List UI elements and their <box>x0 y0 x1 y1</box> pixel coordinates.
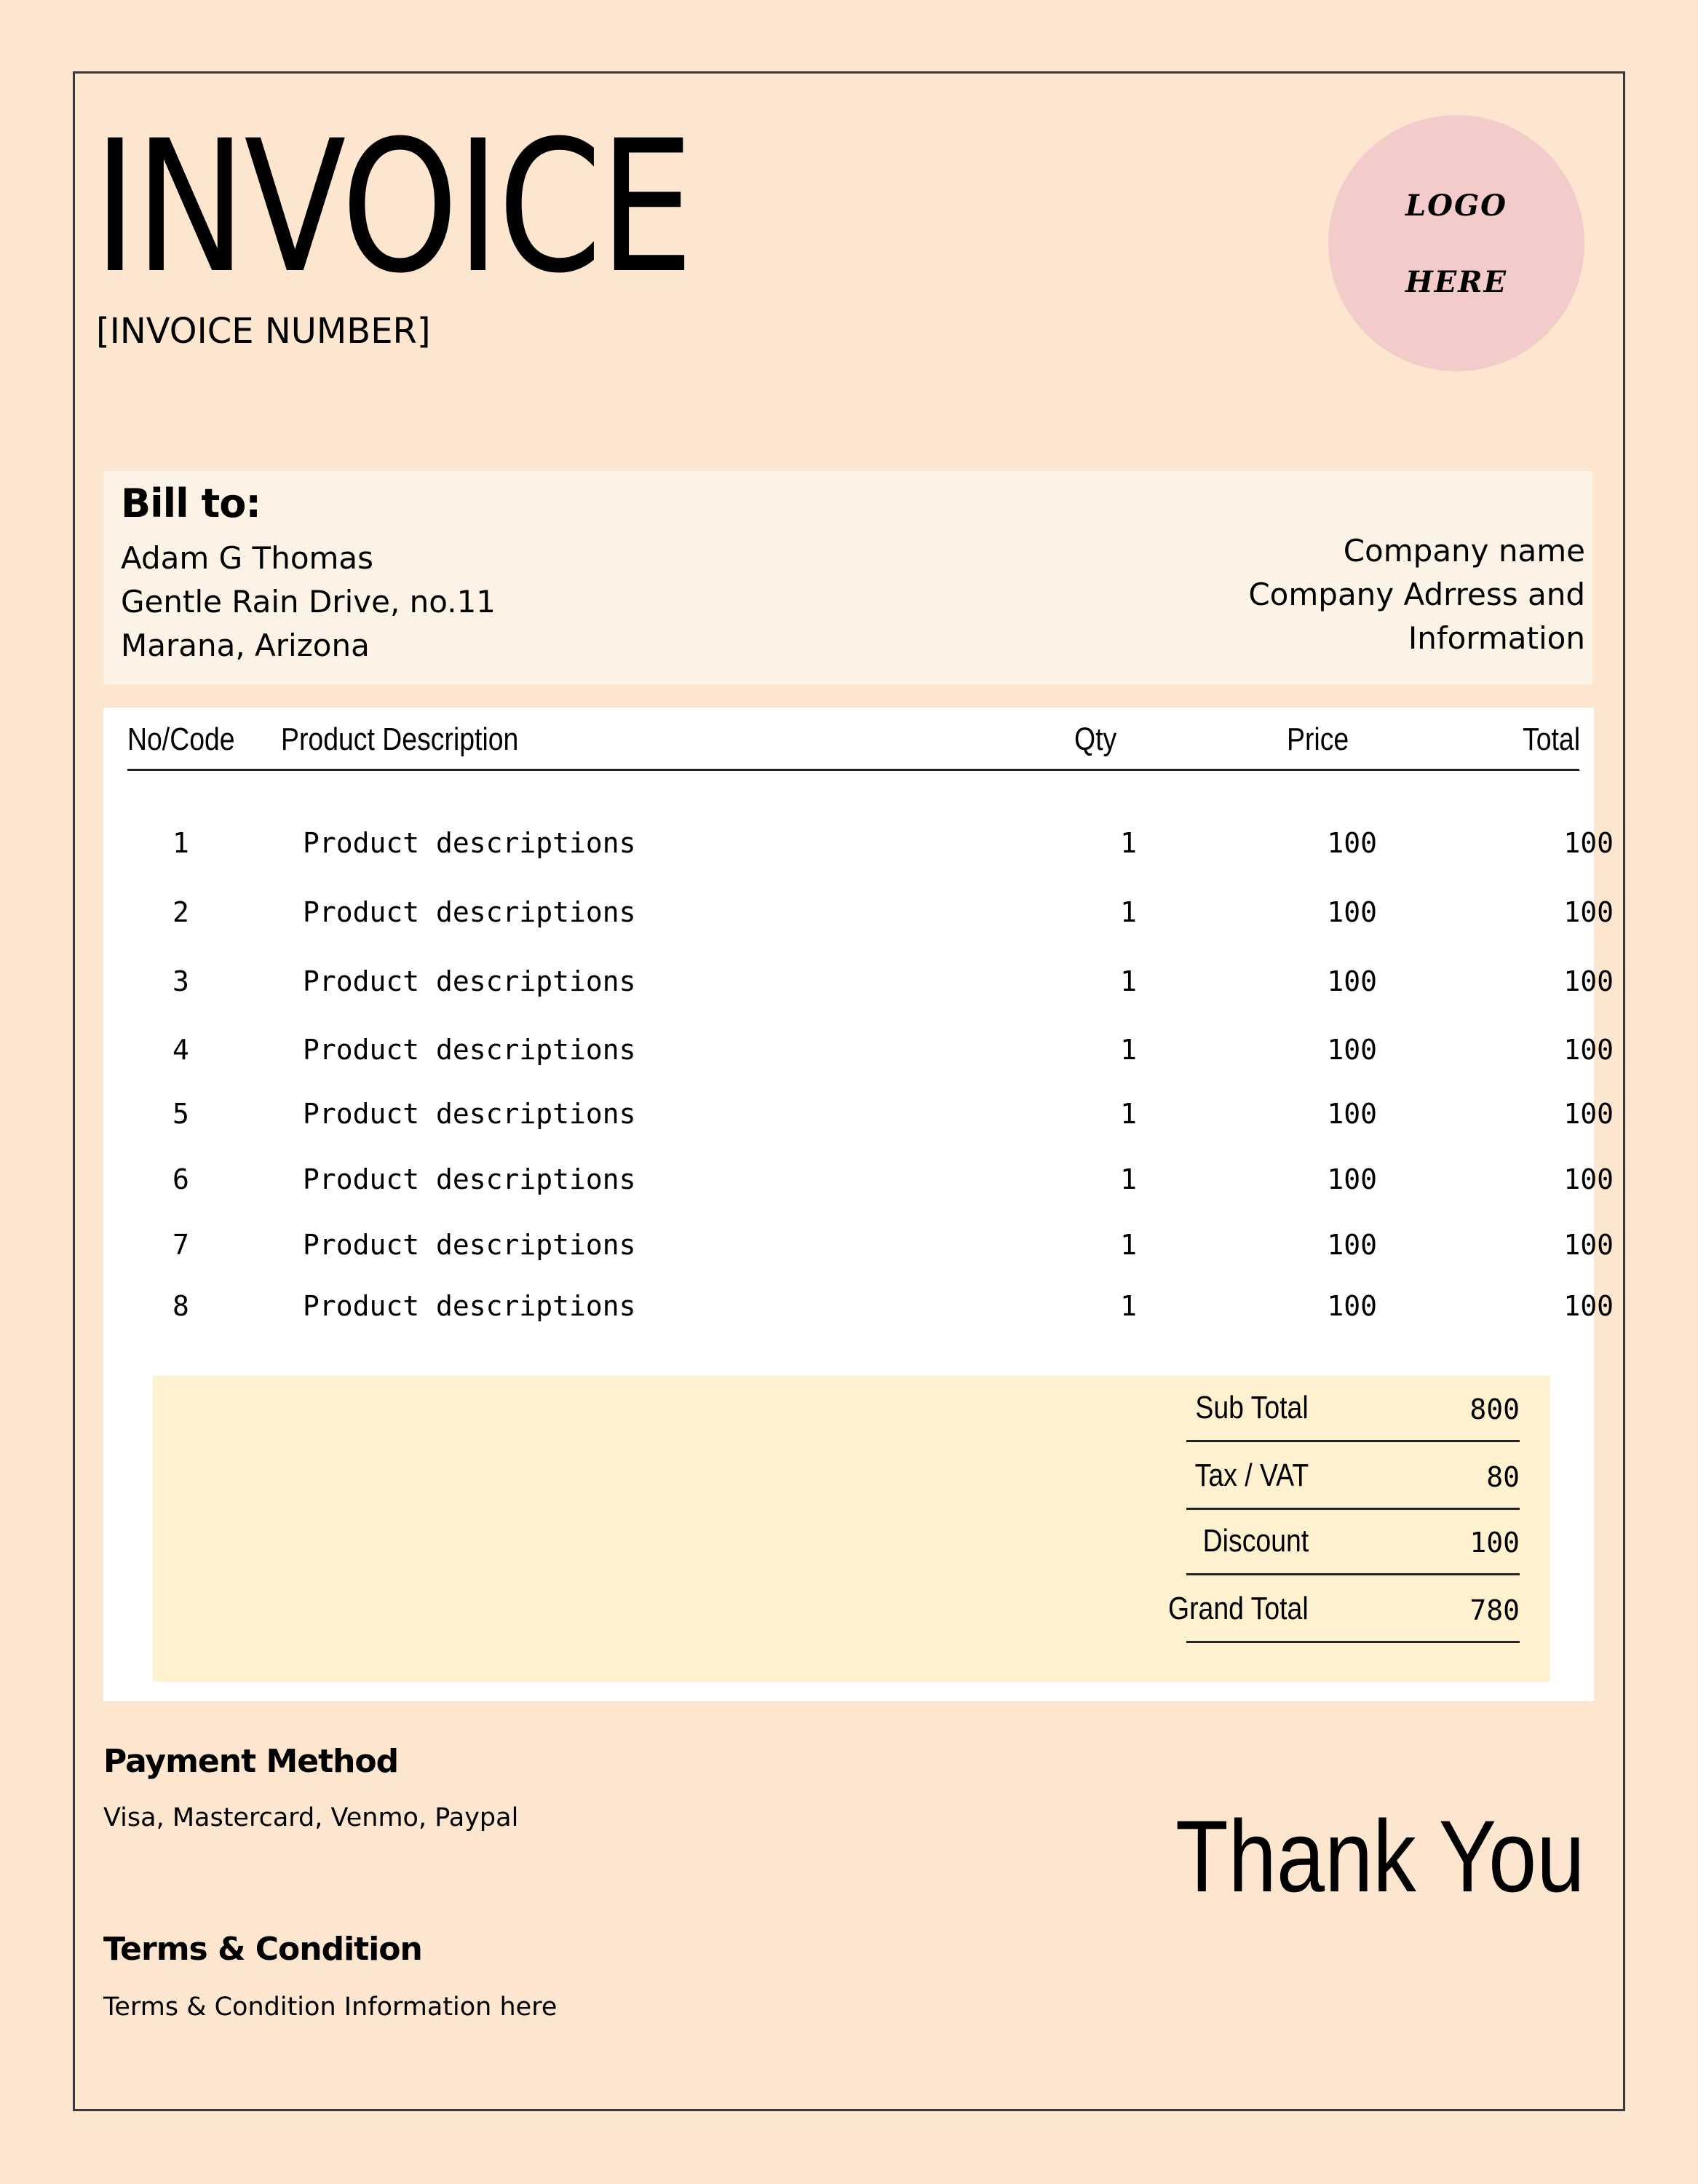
table-row <box>103 1158 1614 1201</box>
row-code: 6 <box>172 1163 189 1195</box>
bill-to-section <box>103 471 1592 684</box>
row-total: 100 <box>1563 1034 1614 1066</box>
invoice-title: INVOICE <box>93 101 691 313</box>
customer-address-line1: Gentle Rain Drive, no.11 <box>121 584 496 620</box>
row-price: 100 <box>1327 827 1377 859</box>
column-header-description: Product Description <box>281 721 519 757</box>
row-total: 100 <box>1563 1163 1614 1195</box>
row-code: 5 <box>172 1098 189 1130</box>
logo-text-line1: LOGO <box>1405 189 1507 223</box>
row-price: 100 <box>1327 896 1377 928</box>
table-row <box>103 821 1614 865</box>
row-description: Product descriptions <box>303 1098 636 1130</box>
table-row <box>103 1092 1614 1136</box>
company-address-line2: Information <box>1408 620 1585 656</box>
row-total: 100 <box>1563 1229 1614 1261</box>
row-code: 2 <box>172 896 189 928</box>
row-qty: 1 <box>1120 965 1137 997</box>
tax-row <box>1186 1444 1520 1510</box>
table-header <box>127 708 1579 771</box>
row-qty: 1 <box>1120 827 1137 859</box>
table-row <box>103 1028 1614 1072</box>
table-row <box>103 960 1614 1003</box>
row-qty: 1 <box>1120 1229 1137 1261</box>
logo-text-line2: HERE <box>1405 265 1507 299</box>
row-code: 8 <box>172 1290 189 1322</box>
row-code: 7 <box>172 1229 189 1261</box>
row-total: 100 <box>1563 1098 1614 1130</box>
row-qty: 1 <box>1120 1034 1137 1066</box>
row-price: 100 <box>1327 965 1377 997</box>
discount-value: 100 <box>1469 1527 1520 1559</box>
table-row <box>103 890 1614 934</box>
terms-text: Terms & Condition Information here <box>103 1993 558 2022</box>
row-qty: 1 <box>1120 1290 1137 1322</box>
tax-value: 80 <box>1486 1461 1520 1493</box>
row-qty: 1 <box>1120 1098 1137 1130</box>
tax-label: Tax / VAT <box>1194 1457 1309 1493</box>
row-price: 100 <box>1327 1034 1377 1066</box>
row-total: 100 <box>1563 965 1614 997</box>
terms-heading: Terms & Condition <box>103 1931 422 1968</box>
thank-you-message: Thank You <box>1175 1799 1585 1913</box>
customer-name: Adam G Thomas <box>121 540 374 576</box>
row-description: Product descriptions <box>303 827 636 859</box>
row-description: Product descriptions <box>303 1229 636 1261</box>
row-description: Product descriptions <box>303 1034 636 1066</box>
discount-label: Discount <box>1202 1523 1309 1559</box>
grand-total-row <box>1168 1577 1520 1643</box>
row-description: Product descriptions <box>303 1290 636 1322</box>
row-total: 100 <box>1563 896 1614 928</box>
column-header-price: Price <box>1287 721 1349 757</box>
row-code: 1 <box>172 827 189 859</box>
grand-total-label: Grand Total <box>1168 1591 1309 1626</box>
subtotal-row <box>1186 1376 1520 1442</box>
row-total: 100 <box>1563 827 1614 859</box>
row-price: 100 <box>1327 1163 1377 1195</box>
row-price: 100 <box>1327 1098 1377 1130</box>
row-description: Product descriptions <box>303 1163 636 1195</box>
grand-total-value: 780 <box>1469 1594 1520 1626</box>
customer-address-line2: Marana, Arizona <box>121 628 370 663</box>
subtotal-label: Sub Total <box>1195 1390 1309 1425</box>
row-description: Product descriptions <box>303 896 636 928</box>
bill-to-heading: Bill to: <box>121 480 261 526</box>
customer-details <box>121 537 496 668</box>
row-qty: 1 <box>1120 896 1137 928</box>
company-address-line1: Company Adrress and <box>1248 577 1585 612</box>
totals-summary <box>153 1376 1550 1682</box>
company-name: Company name <box>1343 533 1585 569</box>
subtotal-value: 800 <box>1469 1393 1520 1425</box>
row-price: 100 <box>1327 1290 1377 1322</box>
invoice-number: [INVOICE NUMBER] <box>96 311 431 352</box>
table-row <box>103 1284 1614 1328</box>
column-header-qty: Qty <box>1074 721 1117 757</box>
company-details <box>1248 529 1585 660</box>
row-qty: 1 <box>1120 1163 1137 1195</box>
row-code: 3 <box>172 965 189 997</box>
discount-row <box>1186 1509 1520 1575</box>
payment-method-text: Visa, Mastercard, Venmo, Paypal <box>103 1803 519 1832</box>
table-row <box>103 1223 1614 1267</box>
row-total: 100 <box>1563 1290 1614 1322</box>
payment-method-heading: Payment Method <box>103 1743 399 1780</box>
column-header-code: No/Code <box>127 721 235 757</box>
row-price: 100 <box>1327 1229 1377 1261</box>
column-header-total: Total <box>1523 721 1581 757</box>
row-code: 4 <box>172 1034 189 1066</box>
logo-placeholder <box>1328 115 1584 371</box>
row-description: Product descriptions <box>303 965 636 997</box>
